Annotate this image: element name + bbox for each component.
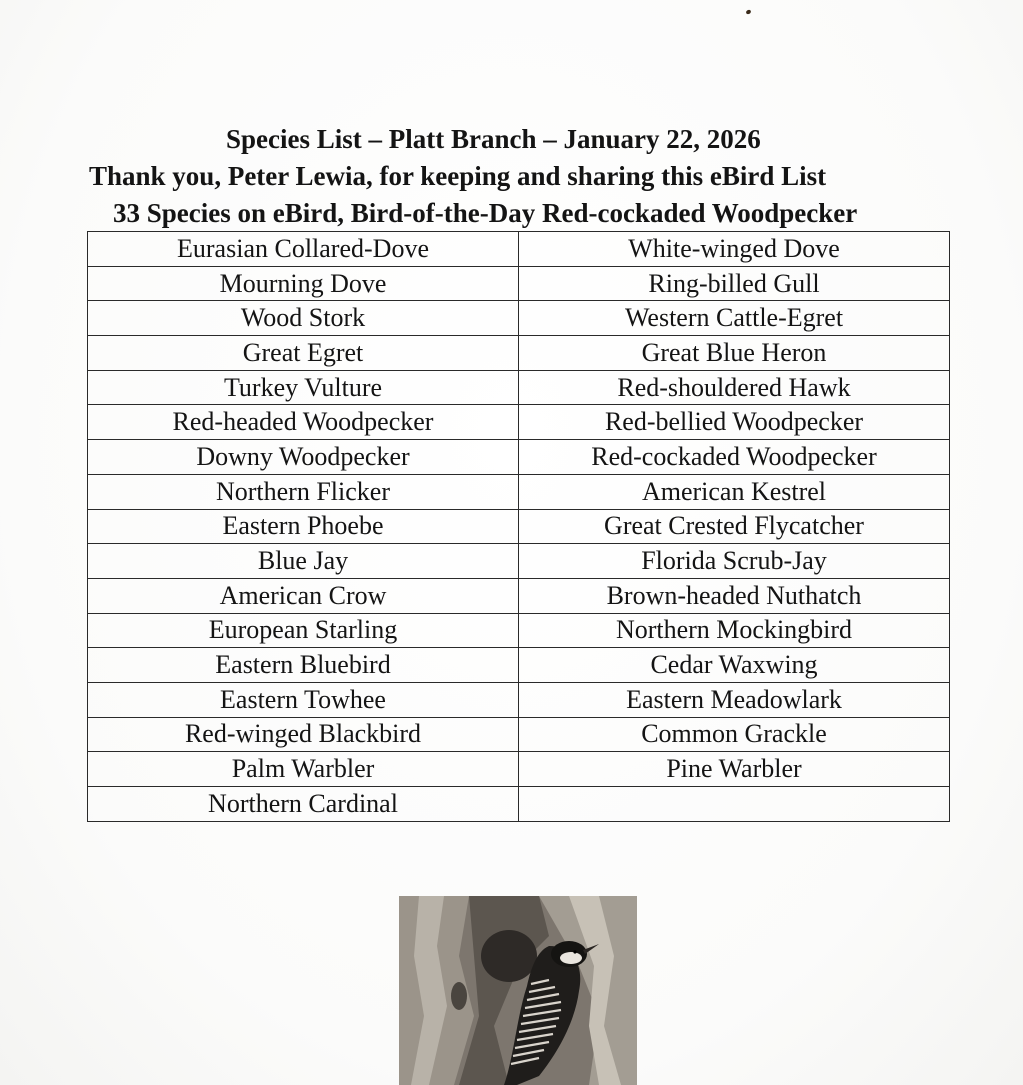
table-cell: Northern Cardinal (88, 787, 519, 822)
species-count-line: 33 Species on eBird, Bird-of-the-Day Red-cockaded Woodpecker (113, 198, 858, 228)
table-row (88, 266, 950, 301)
table-cell: Red-headed Woodpecker (88, 405, 519, 440)
table-row (88, 544, 950, 579)
table-row (88, 752, 950, 787)
thanks-line: Thank you, Peter Lewia, for keeping and sharing this eBird List (89, 161, 827, 191)
table-cell: Western Cattle-Egret (519, 301, 950, 336)
table-cell: Cedar Waxwing (519, 648, 950, 683)
species-table (87, 231, 950, 822)
paper-speck (745, 9, 751, 15)
table-row (88, 336, 950, 371)
table-cell: Eastern Phoebe (88, 509, 519, 544)
table-cell: Great Crested Flycatcher (519, 509, 950, 544)
table-cell: Red-shouldered Hawk (519, 370, 950, 405)
table-cell: Red-winged Blackbird (88, 717, 519, 752)
woodpecker-photo (399, 896, 637, 1085)
table-row (88, 474, 950, 509)
table-row (88, 787, 950, 822)
table-cell: Palm Warbler (88, 752, 519, 787)
table-cell: Mourning Dove (88, 266, 519, 301)
table-cell: Red-cockaded Woodpecker (519, 440, 950, 475)
table-cell (519, 787, 950, 822)
table-cell: Pine Warbler (519, 752, 950, 787)
table-cell: Brown-headed Nuthatch (519, 578, 950, 613)
table-row (88, 405, 950, 440)
table-cell: Great Egret (88, 336, 519, 371)
table-cell: White-winged Dove (519, 232, 950, 267)
table-cell: Eastern Bluebird (88, 648, 519, 683)
table-cell: Blue Jay (88, 544, 519, 579)
table-row (88, 440, 950, 475)
title-line: Species List – Platt Branch – January 22, 2026 (226, 124, 761, 154)
table-cell: Ring-billed Gull (519, 266, 950, 301)
table-cell: Eastern Towhee (88, 682, 519, 717)
table-cell: Wood Stork (88, 301, 519, 336)
table-cell: Florida Scrub-Jay (519, 544, 950, 579)
table-cell: Eastern Meadowlark (519, 682, 950, 717)
table-cell: American Crow (88, 578, 519, 613)
table-cell: Great Blue Heron (519, 336, 950, 371)
table-row (88, 682, 950, 717)
table-cell: Northern Flicker (88, 474, 519, 509)
table-cell: Common Grackle (519, 717, 950, 752)
table-cell: Northern Mockingbird (519, 613, 950, 648)
table-cell: American Kestrel (519, 474, 950, 509)
woodpecker-photo-icon (399, 896, 637, 1085)
table-row (88, 578, 950, 613)
table-cell: Eurasian Collared-Dove (88, 232, 519, 267)
table-cell: Downy Woodpecker (88, 440, 519, 475)
table-row (88, 509, 950, 544)
table-row (88, 613, 950, 648)
table-cell: European Starling (88, 613, 519, 648)
table-cell: Red-bellied Woodpecker (519, 405, 950, 440)
table-row (88, 717, 950, 752)
table-row (88, 648, 950, 683)
table-row (88, 301, 950, 336)
table-row (88, 232, 950, 267)
table-cell: Turkey Vulture (88, 370, 519, 405)
table-row (88, 370, 950, 405)
